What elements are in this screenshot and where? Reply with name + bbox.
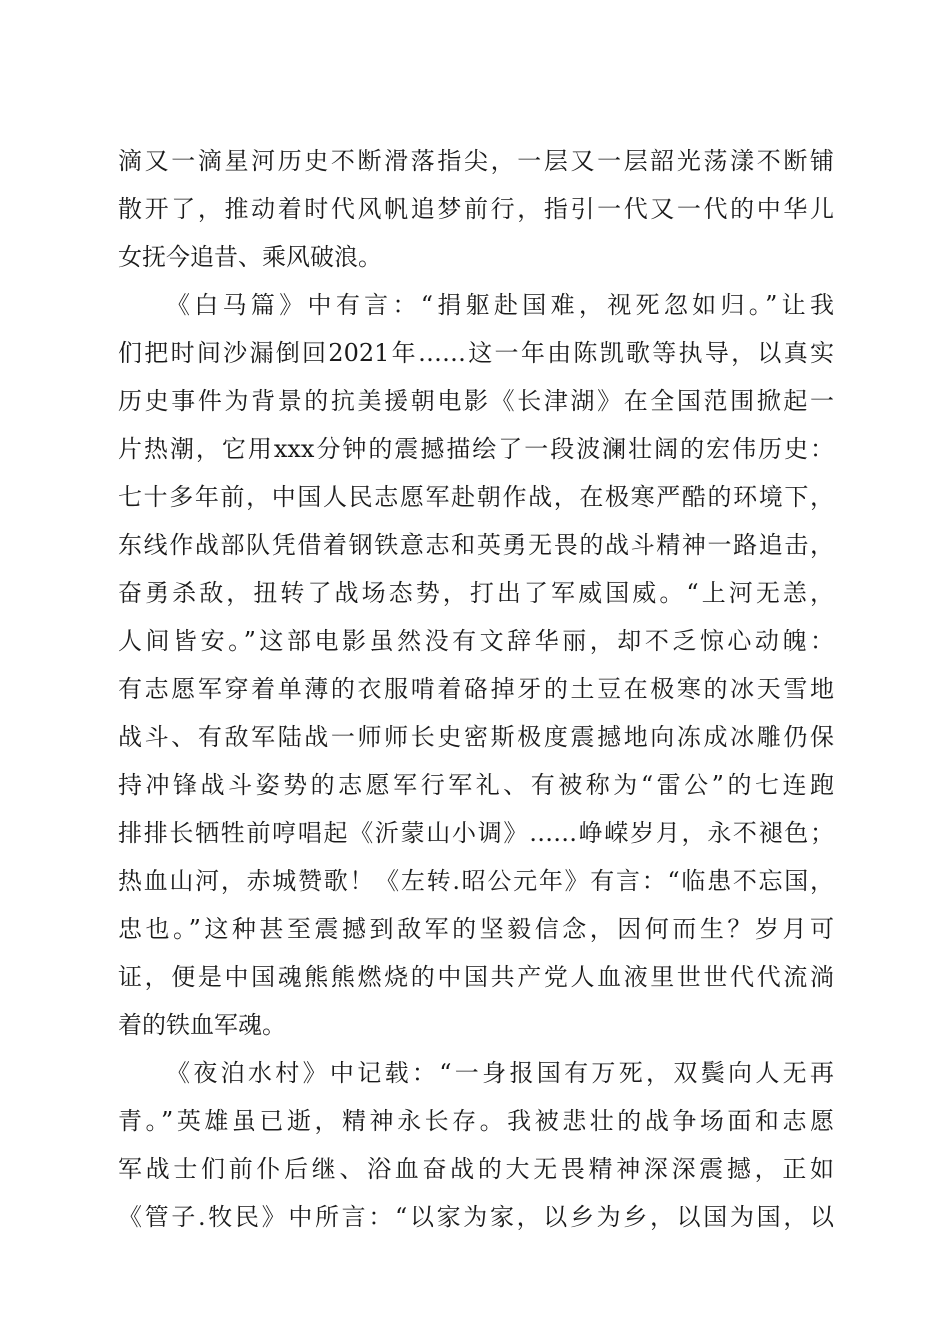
text-line: 散开了，推动着时代风帆追梦前行，指引一代又一代的中华儿: [118, 195, 834, 223]
text-line: 军战士们前仆后继、浴血奋战的大无畏精神深深震撼，正如: [118, 1155, 834, 1183]
text-line: 着的铁血军魂。: [118, 1011, 286, 1039]
text-line: 有志愿军穿着单薄的衣服啃着硌掉牙的土豆在极寒的冰天雪地: [118, 675, 834, 703]
paragraph-start-line: 《夜泊水村》中记载：“一身报国有万死，双鬓向人无再: [166, 1059, 834, 1087]
text-line: 东线作战部队凭借着钢铁意志和英勇无畏的战斗精神一路追击，: [118, 531, 834, 559]
text-line: 《管子.牧民》中所言：“以家为家，以乡为乡，以国为国，以: [118, 1203, 834, 1231]
text-line: 持冲锋战斗姿势的志愿军行军礼、有被称为“雷公”的七连跑: [118, 771, 834, 799]
paragraph-start-line: 《白马篇》中有言：“捐躯赴国难，视死忽如归。”让我: [166, 291, 834, 319]
text-line: 战斗、有敌军陆战一师师长史密斯极度震撼地向冻成冰雕仍保: [118, 723, 834, 751]
text-line: 们把时间沙漏倒回2021年……这一年由陈凯歌等执导，以真实: [118, 339, 834, 367]
text-line: 排排长牺牲前哼唱起《沂蒙山小调》……峥嵘岁月，永不褪色；: [118, 819, 834, 847]
text-line: 滴又一滴星河历史不断滑落指尖，一层又一层韶光荡漾不断铺: [118, 147, 834, 175]
text-line: 片热潮，它用xxx分钟的震撼描绘了一段波澜壮阔的宏伟历史：: [118, 435, 834, 463]
text-line: 忠也。”这种甚至震撼到敌军的坚毅信念，因何而生？岁月可: [118, 915, 834, 943]
text-line: 历史事件为背景的抗美援朝电影《长津湖》在全国范围掀起一: [118, 387, 834, 415]
text-line: 证，便是中国魂熊熊燃烧的中国共产党人血液里世世代代流淌: [118, 963, 834, 991]
text-line: 青。”英雄虽已逝，精神永长存。我被悲壮的战争场面和志愿: [118, 1107, 834, 1135]
text-line: 人间皆安。”这部电影虽然没有文辞华丽，却不乏惊心动魄：: [118, 627, 834, 655]
text-line: 七十多年前，中国人民志愿军赴朝作战，在极寒严酷的环境下，: [118, 483, 834, 511]
text-line: 女抚今追昔、乘风破浪。: [118, 243, 382, 271]
text-line: 热血山河，赤城赞歌！《左转.昭公元年》有言：“临患不忘国，: [118, 867, 834, 895]
text-line: 奋勇杀敌，扭转了战场态势，打出了军威国威。“上河无恙，: [118, 579, 834, 607]
